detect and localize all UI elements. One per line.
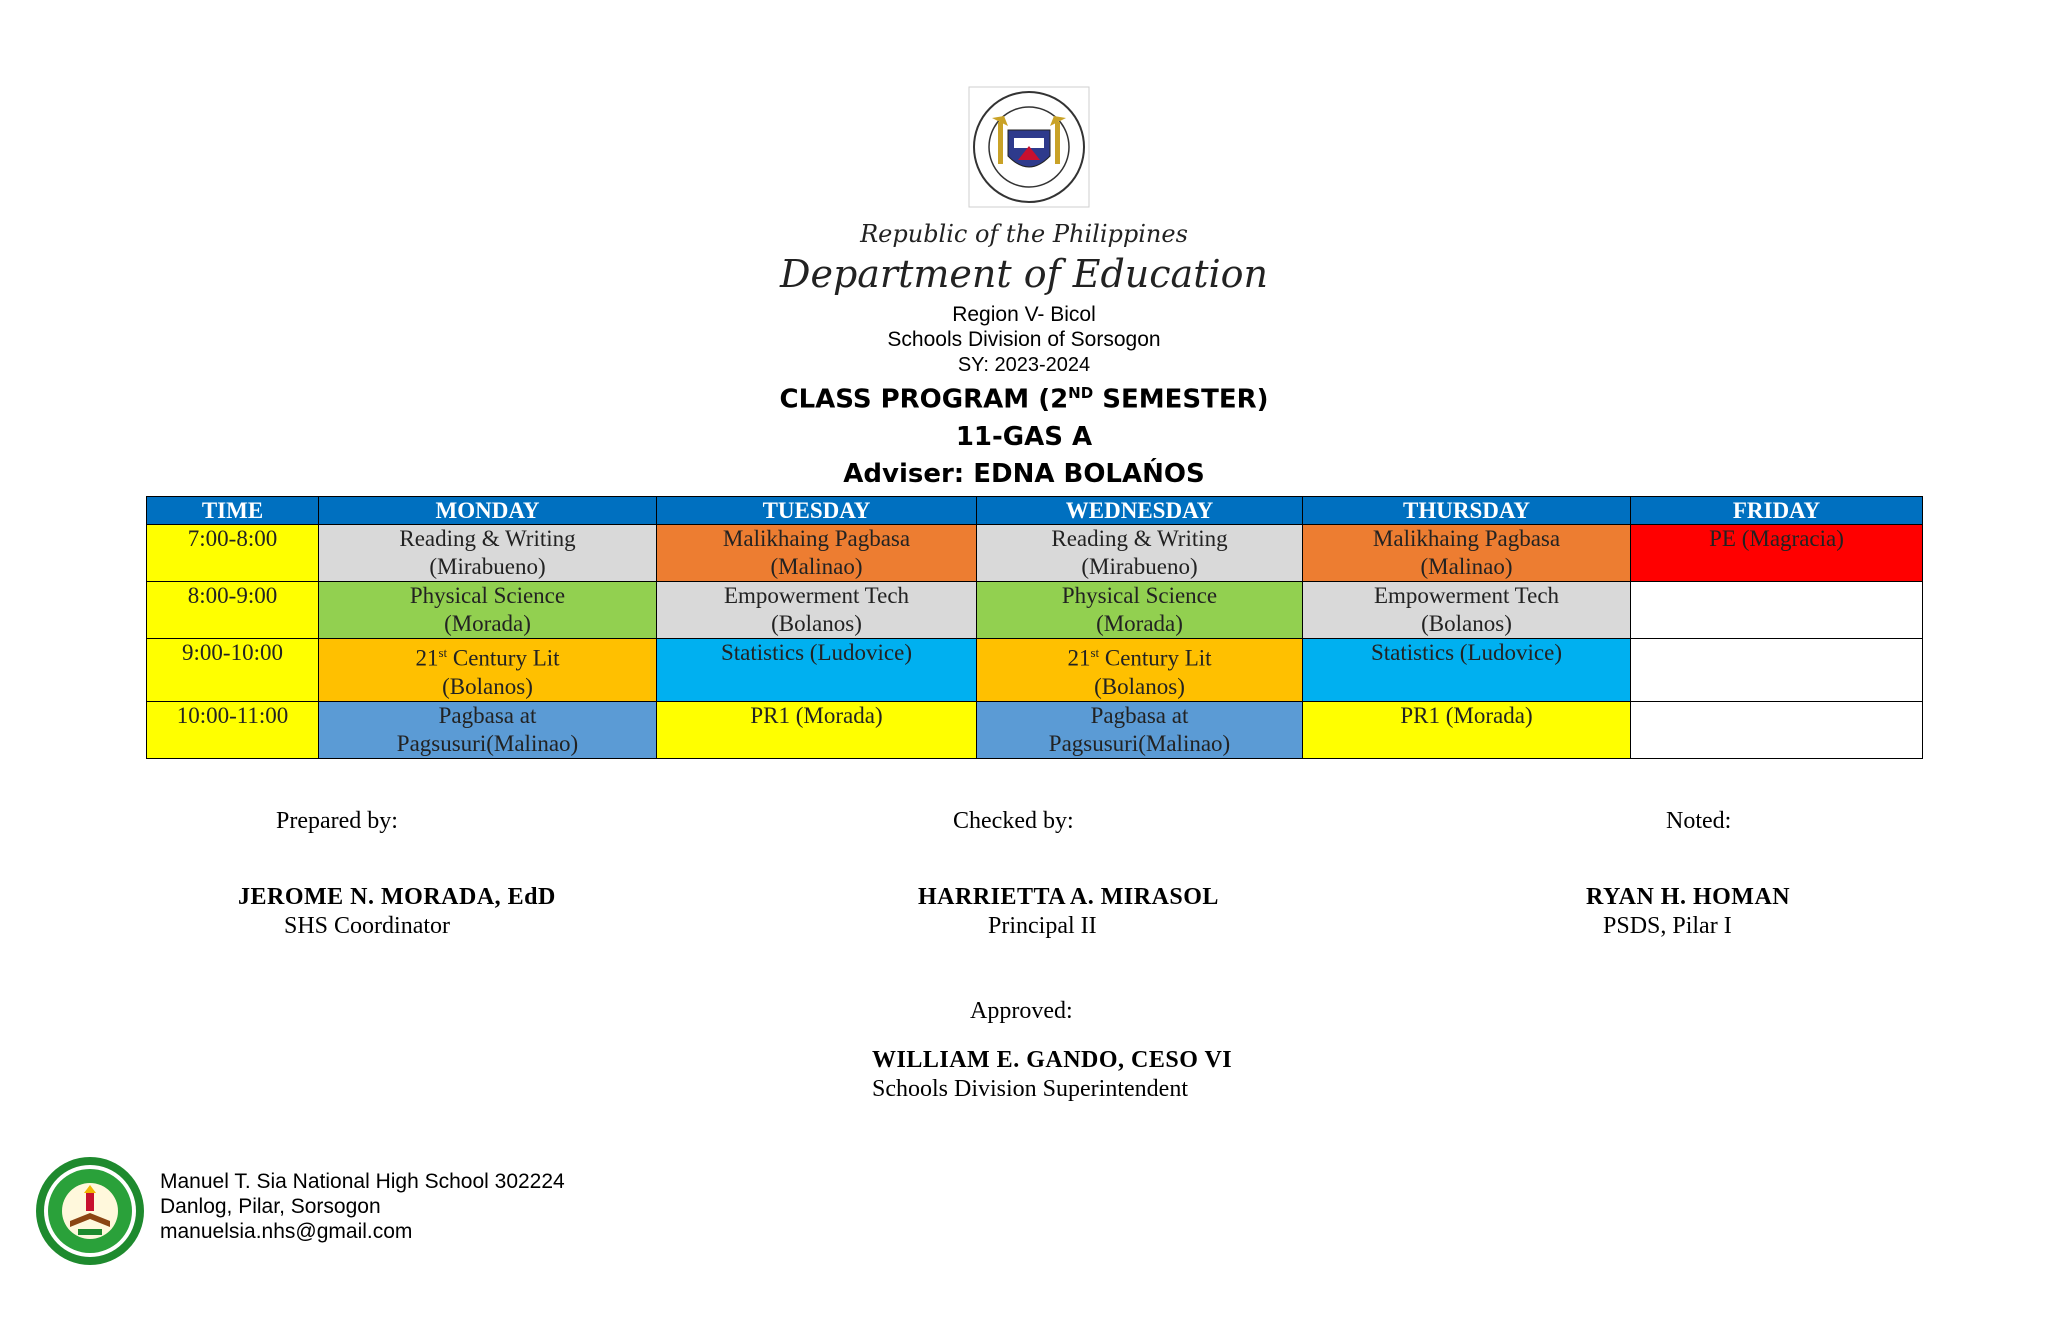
noted-label: Noted: [1666, 808, 1732, 834]
class-cell-friday [1631, 639, 1923, 702]
subject-line: Statistics (Ludovice) [1371, 640, 1562, 665]
class-cell-thursday [1303, 701, 1631, 758]
title-prefix: CLASS PROGRAM (2 [779, 384, 1069, 415]
checked-by-name: HARRIETTA A. MIRASOL [918, 884, 1219, 910]
table-row [147, 701, 1923, 758]
section-name: 11-GAS A [955, 422, 1093, 452]
title-superscript: ND [1068, 384, 1094, 402]
teacher-line: Pagsusuri(Malinao) [1048, 730, 1231, 756]
class-cell-tuesday [657, 582, 977, 639]
subject-line: Reading & Writing [1051, 526, 1228, 551]
subject-line: Malikhaing Pagbasa [1372, 526, 1561, 551]
class-program-title [0, 384, 2048, 415]
class-cell-friday [1631, 582, 1923, 639]
teacher-line: (Bolanos) [442, 673, 533, 699]
table-row [147, 525, 1923, 582]
region-text: Region V- Bicol [952, 303, 1096, 326]
teacher-line: (Bolanos) [771, 611, 862, 636]
class-cell-wednesday [977, 525, 1303, 582]
column-header-time: TIME [147, 497, 319, 525]
class-cell-tuesday [657, 701, 977, 758]
subject-line: PR1 (Morada) [750, 702, 883, 728]
prepared-by-name: JEROME N. MORADA, EdD [238, 884, 556, 910]
subject-line: Physical Science [409, 583, 566, 608]
class-cell-tuesday [657, 525, 977, 582]
teacher-line: (Malinao) [770, 554, 863, 579]
column-header-monday: MONDAY [319, 497, 657, 525]
time-cell: 8:00-9:00 [147, 582, 319, 639]
class-cell-thursday [1303, 525, 1631, 582]
approved-by-title: Schools Division Superintendent [872, 1076, 1188, 1102]
teacher-line: Pagsusuri(Malinao) [396, 730, 579, 756]
teacher-line: (Malinao) [1420, 554, 1513, 579]
approved-label: Approved: [970, 998, 1073, 1024]
table-header-row [147, 497, 1923, 525]
subject-line: Pagbasa at [1090, 702, 1189, 728]
column-header-thursday: THURSDAY [1303, 497, 1631, 525]
subject-line: Malikhaing Pagbasa [722, 526, 911, 551]
class-cell-friday [1631, 525, 1923, 582]
class-cell-friday [1631, 701, 1923, 758]
column-header-friday: FRIDAY [1631, 497, 1923, 525]
prepared-by-title: SHS Coordinator [284, 913, 451, 939]
subject-name: Century Lit [447, 645, 560, 671]
approved-by-name: WILLIAM E. GANDO, CESO VI [872, 1047, 1233, 1073]
table-row [147, 582, 1923, 639]
column-header-wednesday: WEDNESDAY [977, 497, 1303, 525]
school-year-text: SY: 2023-2024 [957, 354, 1091, 376]
teacher-line: (Mirabueno) [429, 554, 546, 579]
class-cell-thursday [1303, 582, 1631, 639]
class-cell-monday [319, 701, 657, 758]
republic-text: Republic of the Philippines [860, 220, 1188, 248]
school-name-line: Manuel T. Sia National High School 302224 [160, 1170, 565, 1193]
class-cell-monday [319, 582, 657, 639]
deped-seal-logo [968, 86, 1090, 208]
subject-line: Reading & Writing [399, 526, 576, 551]
teacher-line: (Morada) [444, 611, 531, 636]
title-suffix: SEMESTER) [1093, 384, 1269, 415]
subject-line: Statistics (Ludovice) [721, 640, 912, 665]
subject-number: 21 [1067, 645, 1091, 671]
class-cell-wednesday [977, 582, 1303, 639]
time-cell: 10:00-11:00 [147, 701, 319, 758]
noted-by-title: PSDS, Pilar I [1603, 913, 1732, 939]
noted-by-name: RYAN H. HOMAN [1586, 884, 1791, 910]
time-cell: 9:00-10:00 [147, 639, 319, 702]
class-cell-thursday [1303, 639, 1631, 702]
prepared-by-label: Prepared by: [276, 808, 398, 834]
teacher-line: (Bolanos) [1421, 611, 1512, 636]
ordinal-suffix: st [438, 645, 448, 660]
subject-number: 21 [415, 645, 439, 671]
class-cell-monday [319, 525, 657, 582]
subject-line: Pagbasa at [438, 702, 537, 728]
subject-line: PE (Magracia) [1709, 526, 1844, 551]
teacher-line: (Mirabueno) [1081, 554, 1198, 579]
school-logo [34, 1155, 146, 1267]
time-cell: 7:00-8:00 [147, 525, 319, 582]
teacher-line: (Bolanos) [1094, 673, 1185, 699]
teacher-line: (Morada) [1096, 611, 1183, 636]
checked-by-title: Principal II [988, 913, 1097, 939]
class-cell-wednesday [977, 639, 1303, 702]
adviser-name: Adviser: EDNA BOLAŃOS [843, 459, 1205, 489]
schedule-table [146, 496, 1923, 759]
subject-line: Empowerment Tech [723, 583, 910, 608]
school-email: manuelsia.nhs@gmail.com [160, 1220, 413, 1243]
division-text: Schools Division of Sorsogon [887, 328, 1161, 351]
column-header-tuesday: TUESDAY [657, 497, 977, 525]
checked-by-label: Checked by: [953, 808, 1074, 834]
ordinal-suffix: st [1090, 645, 1100, 660]
subject-line [319, 639, 656, 673]
subject-name: Century Lit [1099, 645, 1212, 671]
class-cell-tuesday [657, 639, 977, 702]
subject-line: Physical Science [1061, 583, 1218, 608]
table-row [147, 639, 1923, 702]
class-cell-monday [319, 639, 657, 702]
subject-line: PR1 (Morada) [1400, 702, 1533, 728]
department-text: Department of Education [780, 252, 1268, 296]
school-address: Danlog, Pilar, Sorsogon [160, 1195, 381, 1218]
class-cell-wednesday [977, 701, 1303, 758]
subject-line [977, 639, 1302, 673]
subject-line: Empowerment Tech [1373, 583, 1560, 608]
